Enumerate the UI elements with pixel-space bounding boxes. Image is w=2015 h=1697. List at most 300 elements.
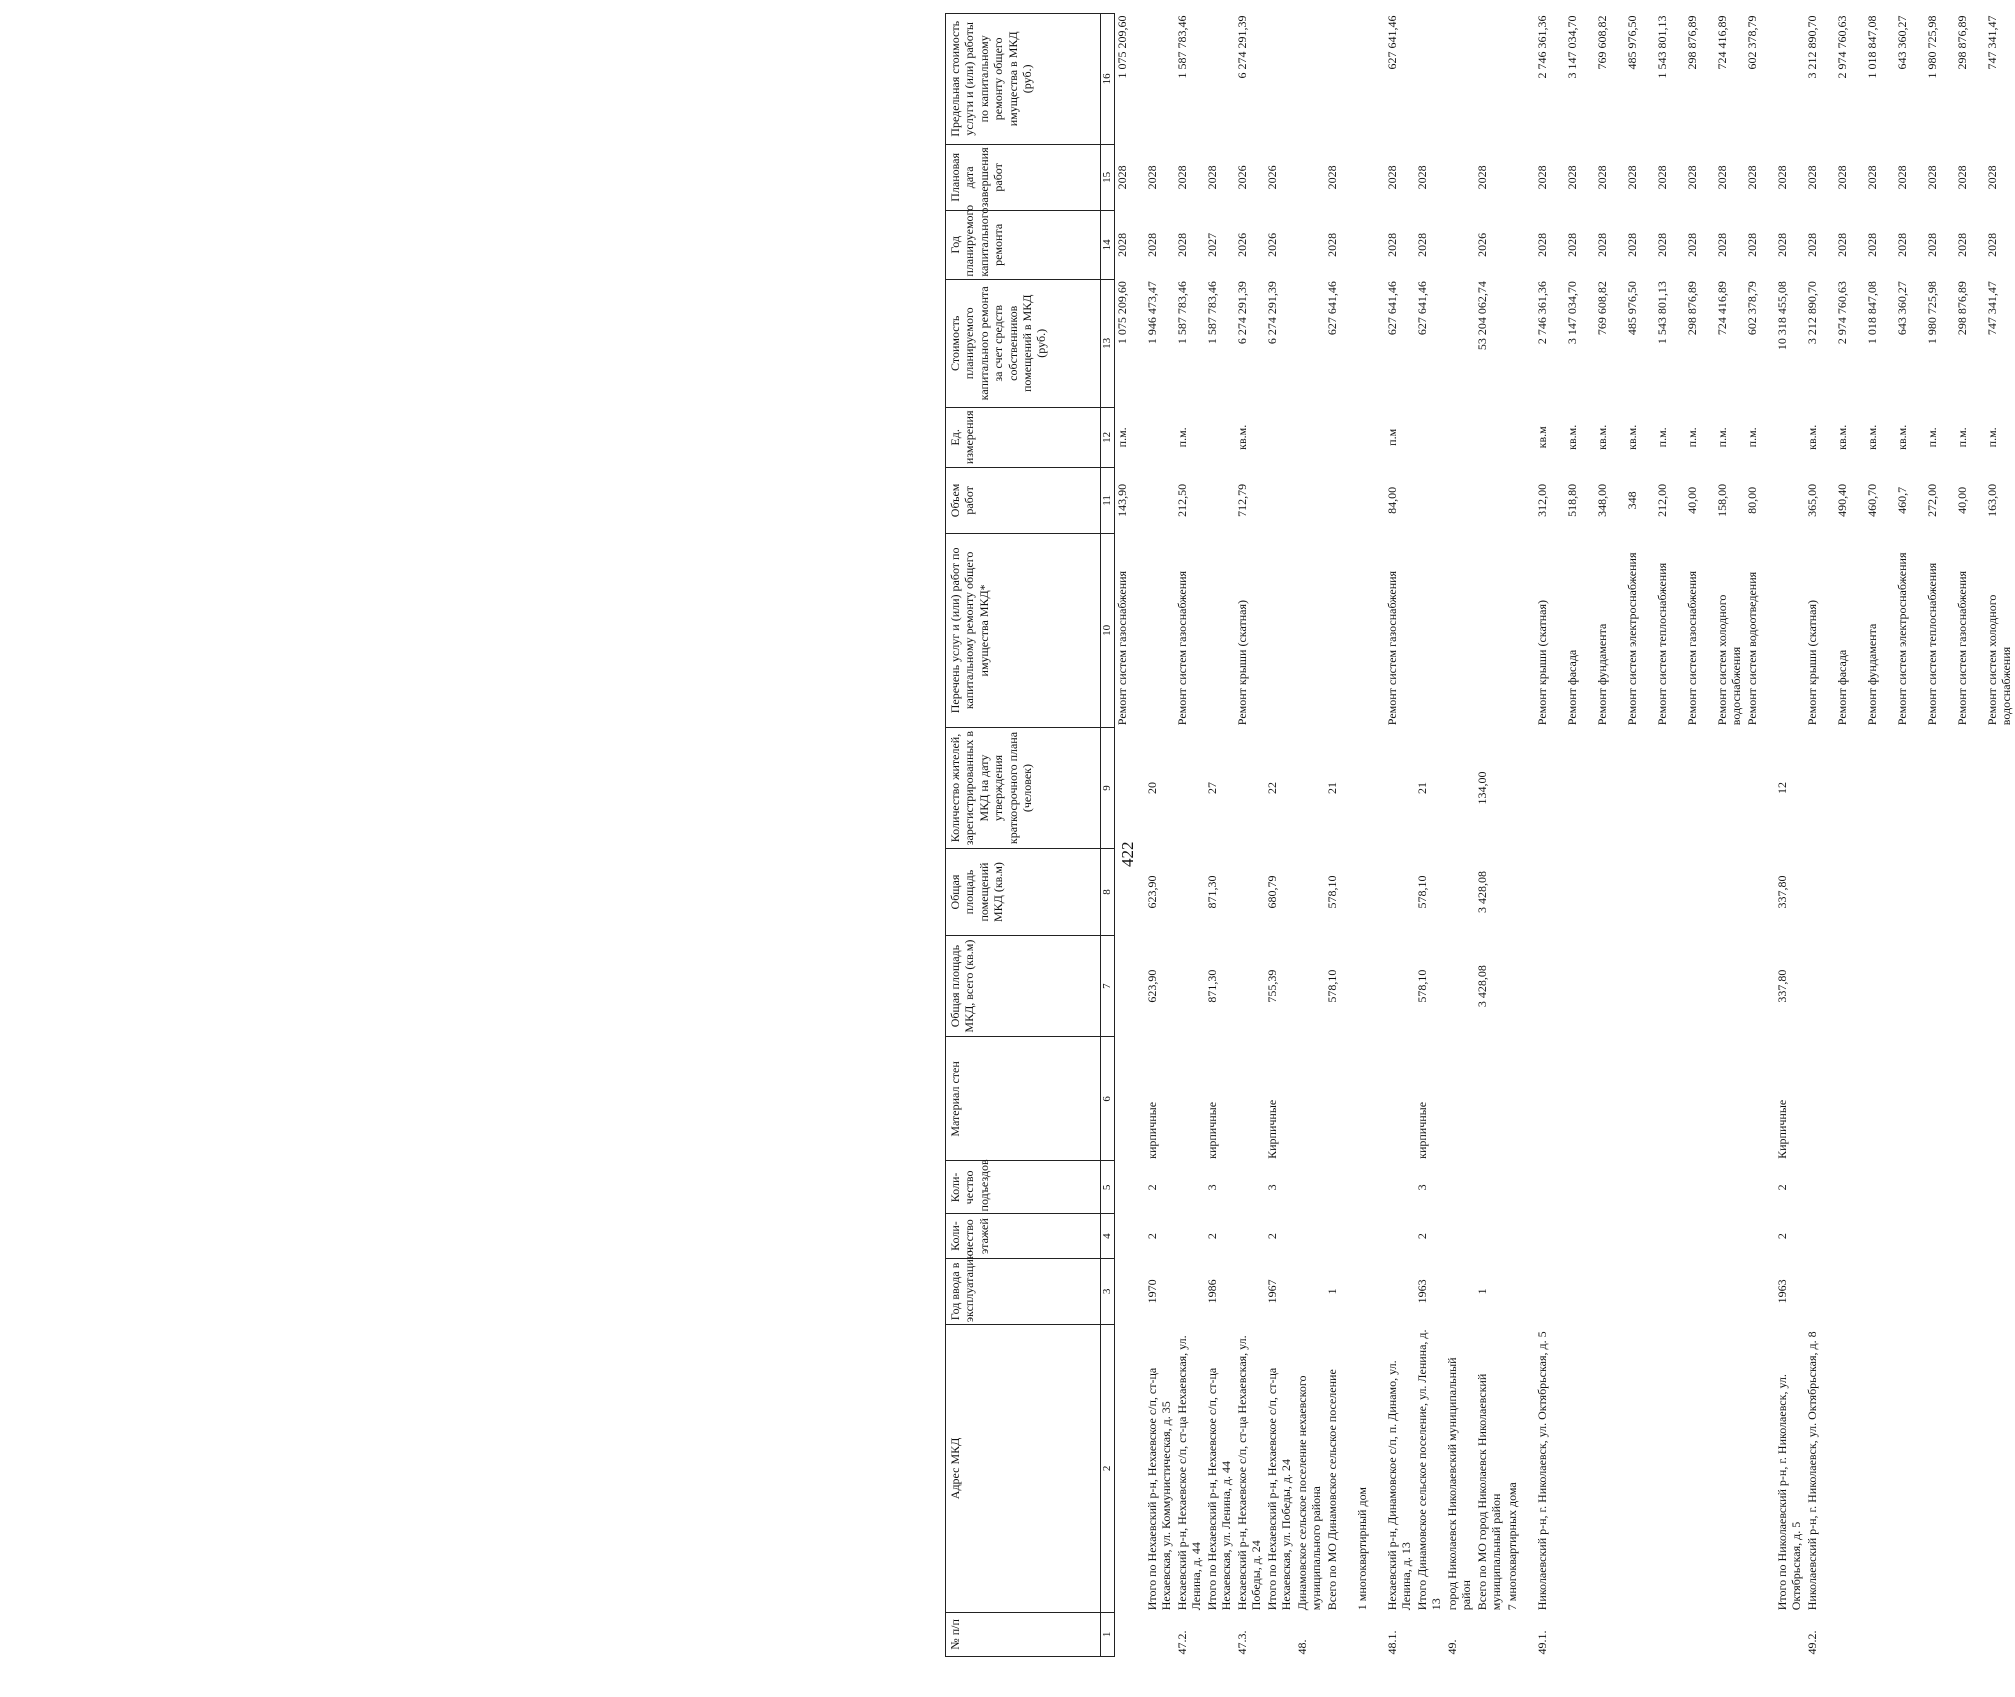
table-cell bbox=[1955, 1214, 1985, 1258]
table-cell: 460,7 bbox=[1895, 486, 1910, 514]
table-cell: 1967 bbox=[1265, 1279, 1280, 1304]
table-cell bbox=[1175, 1258, 1205, 1324]
table-cell bbox=[1235, 849, 1265, 935]
table-cell: Ремонт систем холодного водоснабжения bbox=[1985, 594, 2013, 726]
table-cell bbox=[1565, 1258, 1595, 1324]
table-cell bbox=[1355, 1037, 1385, 1161]
table-cell: 712,79 bbox=[1235, 483, 1250, 517]
table-cell: 3 428,08 bbox=[1475, 871, 1490, 914]
table-cell bbox=[1895, 1161, 1925, 1214]
table-cell: 2028 bbox=[1325, 165, 1340, 190]
table-cell bbox=[1325, 1214, 1355, 1258]
table-cell: 769 608,82 bbox=[1595, 281, 1610, 336]
table-cell: 7 многоквартирных дома bbox=[1505, 1482, 1520, 1611]
column-header: Плановая дата завершения работ bbox=[946, 144, 1101, 210]
table-cell: 49.1. bbox=[1535, 1630, 1550, 1655]
table-cell: 40,00 bbox=[1955, 486, 1970, 514]
table-cell: 337,80 bbox=[1775, 969, 1790, 1003]
table-cell: 48.1. bbox=[1385, 1630, 1400, 1655]
table-cell bbox=[1175, 727, 1205, 849]
table-cell: 578,10 bbox=[1415, 969, 1430, 1003]
table-cell: кв.м. bbox=[1235, 424, 1250, 450]
table-cell bbox=[1475, 1161, 1505, 1214]
table-cell: Всего по МО Динамовское сельское поселение bbox=[1325, 1369, 1340, 1611]
table-cell bbox=[1775, 534, 1805, 728]
table-cell bbox=[1955, 935, 1985, 1037]
column-header: Стоимость планируемого капитального ремонта за счет средств собственников помещений в МКД (руб.) bbox=[946, 279, 1101, 407]
table-cell bbox=[1175, 849, 1205, 935]
table-cell bbox=[1445, 467, 1475, 533]
table-cell bbox=[1835, 1037, 1865, 1161]
table-cell: Ремонт систем теплоснабжения bbox=[1925, 562, 1940, 726]
table-cell: 2028 bbox=[1775, 165, 1790, 190]
table-cell bbox=[1595, 1612, 1625, 1656]
table-cell bbox=[1655, 1214, 1685, 1258]
column-header: Перечень услуг и (или) работ по капитальному ремонту общего имущества МКД* bbox=[946, 534, 1101, 728]
table-cell bbox=[1205, 467, 1235, 533]
table-row bbox=[1625, 14, 1655, 1657]
column-header: Количество жителей, зарегистрированных в МКД на дату утверждения краткосрочного плана (человек) bbox=[946, 727, 1101, 849]
table-cell: Николаевский р-н, г. Николаевск, ул. Октябрьская, д. 8 bbox=[1805, 1331, 1820, 1611]
table-cell bbox=[1325, 1037, 1355, 1161]
table-cell bbox=[1835, 849, 1865, 935]
table-cell bbox=[1445, 211, 1475, 280]
table-cell bbox=[1325, 467, 1355, 533]
table-cell bbox=[1715, 1161, 1745, 1214]
table-cell bbox=[1895, 1037, 1925, 1161]
table-cell: 1 bbox=[1475, 1288, 1490, 1295]
table-cell bbox=[1805, 935, 1835, 1037]
table-cell: кв.м. bbox=[1595, 424, 1610, 450]
table-cell: 2028 bbox=[1145, 232, 1160, 257]
table-cell: 1963 bbox=[1775, 1279, 1790, 1304]
column-number: 3 bbox=[1101, 1258, 1115, 1324]
table-row bbox=[1985, 14, 2015, 1657]
table-cell bbox=[1865, 727, 1895, 849]
table-cell bbox=[1535, 935, 1565, 1037]
table-row bbox=[1745, 14, 1775, 1657]
table-cell: Итого по Нехаевский р-н, Нехаевское с/п, ст-ца Нехаевская, ул. Коммунистическая, д. 35 bbox=[1145, 1367, 1173, 1611]
table-cell bbox=[1445, 279, 1475, 407]
table-cell: 747 341,47 bbox=[1985, 15, 2000, 70]
table-cell: 1 bbox=[1325, 1288, 1340, 1295]
column-number: 13 bbox=[1101, 279, 1115, 407]
table-cell bbox=[1145, 534, 1175, 728]
table-cell: 769 608,82 bbox=[1595, 15, 1610, 70]
table-header-row bbox=[946, 14, 1101, 1657]
table-cell: Итого Динамовское сельское поселение, ул. Ленина, д. 13 bbox=[1415, 1329, 1443, 1611]
table-cell: 212,50 bbox=[1175, 483, 1190, 517]
table-cell bbox=[1295, 1214, 1325, 1258]
table-cell bbox=[1445, 407, 1475, 467]
table-cell bbox=[1295, 467, 1325, 533]
table-cell: 2028 bbox=[1175, 165, 1190, 190]
table-cell bbox=[1205, 407, 1235, 467]
table-cell bbox=[1565, 1161, 1595, 1214]
table-cell bbox=[1985, 1037, 2015, 1161]
table-cell: Ремонт крыши (скатная) bbox=[1235, 600, 1250, 726]
table-cell: 2026 bbox=[1235, 232, 1250, 257]
table-cell bbox=[1895, 935, 1925, 1037]
table-cell bbox=[1535, 1037, 1565, 1161]
table-cell bbox=[1295, 1258, 1325, 1324]
table-cell: 623,90 bbox=[1145, 969, 1160, 1003]
table-cell: 1 075 209,60 bbox=[1115, 14, 1146, 145]
column-number: 5 bbox=[1101, 1161, 1115, 1214]
table-cell: 212,00 bbox=[1655, 483, 1670, 517]
table-cell bbox=[1145, 407, 1175, 467]
table-cell: 49.2. bbox=[1805, 1630, 1820, 1655]
table-cell bbox=[1955, 1612, 1985, 1656]
table-cell: Ремонт систем водоотведения bbox=[1745, 571, 1760, 726]
table-cell bbox=[1535, 727, 1565, 849]
table-cell: 2028 bbox=[1415, 165, 1430, 190]
table-cell bbox=[1445, 935, 1475, 1037]
table-cell: 2028 bbox=[1415, 232, 1430, 257]
table-cell bbox=[1625, 1258, 1655, 1324]
table-cell: 3 bbox=[1415, 1184, 1430, 1191]
table-cell: 3 147 034,70 bbox=[1565, 281, 1580, 345]
table-cell: Ремонт фундамента bbox=[1595, 623, 1610, 726]
table-row bbox=[1235, 14, 1265, 1657]
table-cell: кв.м bbox=[1535, 426, 1550, 449]
table-cell: 1986 bbox=[1205, 1279, 1220, 1304]
table-cell: 2028 bbox=[1745, 165, 1760, 190]
table-cell: 80,00 bbox=[1745, 486, 1760, 514]
table-cell bbox=[1985, 1161, 2015, 1214]
table-cell bbox=[1385, 1037, 1415, 1161]
table-cell: 2028 bbox=[1655, 232, 1670, 257]
table-cell: 2028 bbox=[1175, 232, 1190, 257]
table-row bbox=[1415, 14, 1445, 1657]
table-cell: 1 980 725,98 bbox=[1925, 281, 1940, 345]
table-cell bbox=[1955, 1258, 1985, 1324]
table-cell bbox=[1445, 144, 1475, 210]
table-cell bbox=[1715, 1037, 1745, 1161]
table-cell bbox=[1895, 1325, 1925, 1613]
table-cell: 724 416,89 bbox=[1715, 15, 1730, 70]
table-cell: 485 976,50 bbox=[1625, 15, 1640, 70]
table-cell bbox=[1655, 727, 1685, 849]
table-cell: 1 587 783,46 bbox=[1205, 281, 1220, 345]
table-cell: кв.м. bbox=[1895, 424, 1910, 450]
table-cell: 49. bbox=[1445, 1639, 1460, 1655]
table-cell bbox=[1925, 727, 1955, 849]
table-cell: 3 212 890,70 bbox=[1805, 15, 1820, 79]
table-cell bbox=[1115, 1612, 1146, 1656]
column-number: 15 bbox=[1101, 144, 1115, 210]
table-body bbox=[1115, 14, 2015, 1657]
table-cell bbox=[1655, 1612, 1685, 1656]
table-cell bbox=[1295, 727, 1325, 849]
table-cell bbox=[1505, 1258, 1535, 1324]
table-row bbox=[1685, 14, 1715, 1657]
column-number: 1 bbox=[1101, 1612, 1115, 1656]
table-cell bbox=[1505, 1161, 1535, 1214]
table-cell bbox=[1475, 467, 1505, 533]
table-cell bbox=[1505, 935, 1535, 1037]
column-number: 16 bbox=[1101, 14, 1115, 145]
table-cell: 871,30 bbox=[1205, 875, 1220, 909]
table-cell bbox=[1505, 849, 1535, 935]
column-header: Материал стен bbox=[946, 1037, 1101, 1161]
table-cell bbox=[1355, 849, 1385, 935]
table-cell bbox=[1775, 14, 1805, 145]
table-cell bbox=[1205, 1612, 1235, 1656]
table-cell bbox=[1955, 1037, 1985, 1161]
column-header: Коли-чество подъездов bbox=[946, 1161, 1101, 1214]
column-number: 6 bbox=[1101, 1037, 1115, 1161]
table-cell: 2 974 760,63 bbox=[1835, 281, 1850, 345]
table-cell bbox=[1385, 935, 1415, 1037]
column-number: 10 bbox=[1101, 534, 1115, 728]
column-header: Общая площадь МКД, всего (кв.м) bbox=[946, 935, 1101, 1037]
table-cell: 3 428,08 bbox=[1475, 965, 1490, 1008]
table-row bbox=[1175, 14, 1205, 1657]
table-cell bbox=[1745, 1612, 1775, 1656]
table-cell: 627 641,46 bbox=[1415, 281, 1430, 336]
column-header: Объем работ bbox=[946, 467, 1101, 533]
table-cell bbox=[1745, 1258, 1775, 1324]
table-cell: 578,10 bbox=[1415, 875, 1430, 909]
table-row bbox=[1835, 14, 1865, 1657]
table-row bbox=[1265, 14, 1295, 1657]
table-cell: 627 641,46 bbox=[1385, 15, 1400, 70]
table-cell: 2028 bbox=[1475, 165, 1490, 190]
table-cell: Ремонт систем газоснабжения bbox=[1685, 570, 1700, 726]
table-cell bbox=[1625, 1214, 1655, 1258]
table-cell: 2028 bbox=[1865, 165, 1880, 190]
table-cell bbox=[1385, 1258, 1415, 1324]
table-row bbox=[1505, 14, 1535, 1657]
table-cell bbox=[1655, 935, 1685, 1037]
table-row bbox=[1205, 14, 1235, 1657]
table-cell bbox=[1445, 727, 1475, 849]
table-cell: 3 147 034,70 bbox=[1565, 15, 1580, 79]
table-cell: 84,00 bbox=[1385, 486, 1400, 514]
table-cell bbox=[1625, 1612, 1655, 1656]
table-cell: 2028 bbox=[1925, 232, 1940, 257]
table-cell: 2028 bbox=[1925, 165, 1940, 190]
table-cell: п.м. bbox=[1655, 427, 1670, 448]
column-header: № п/п bbox=[946, 1612, 1101, 1656]
table-cell: п.м. bbox=[1985, 427, 2000, 448]
column-header: Предельная стоимость услуги и (или) работы по капитальному ремонту общего имущества в МКД (руб.) bbox=[946, 14, 1101, 145]
table-cell bbox=[1715, 1325, 1745, 1613]
table-cell bbox=[1295, 1161, 1325, 1214]
table-cell: 2 bbox=[1205, 1233, 1220, 1240]
table-cell bbox=[1685, 935, 1715, 1037]
table-cell bbox=[1805, 1214, 1835, 1258]
table-cell bbox=[1745, 935, 1775, 1037]
table-cell: 2028 bbox=[1895, 232, 1910, 257]
table-cell: 6 274 291,39 bbox=[1235, 281, 1250, 345]
table-cell bbox=[1385, 1214, 1415, 1258]
table-cell bbox=[1745, 1214, 1775, 1258]
table-cell: 1 многоквартирный дом bbox=[1355, 1487, 1370, 1611]
column-header: Ед. измерения bbox=[946, 407, 1101, 467]
table-cell: 2026 bbox=[1265, 232, 1280, 257]
table-cell bbox=[1925, 1214, 1955, 1258]
table-cell bbox=[1565, 935, 1595, 1037]
table-cell: 6 274 291,39 bbox=[1265, 281, 1280, 345]
table-cell bbox=[1595, 1161, 1625, 1214]
table-cell bbox=[1355, 1612, 1385, 1656]
table-cell: 2028 bbox=[1985, 232, 2000, 257]
table-cell bbox=[1505, 1214, 1535, 1258]
table-cell bbox=[1595, 727, 1625, 849]
table-cell: 2028 bbox=[1985, 165, 2000, 190]
table-cell: 2028 bbox=[1955, 165, 1970, 190]
table-cell bbox=[1805, 849, 1835, 935]
table-cell bbox=[1955, 1325, 1985, 1613]
table-cell bbox=[1655, 1325, 1685, 1613]
table-cell bbox=[1295, 849, 1325, 935]
table-cell bbox=[1325, 1161, 1355, 1214]
table-cell bbox=[1475, 407, 1505, 467]
table-cell bbox=[1835, 727, 1865, 849]
table-cell: 2028 bbox=[1115, 144, 1146, 210]
table-cell: 53 204 062,74 bbox=[1475, 281, 1490, 351]
table-cell bbox=[1355, 211, 1385, 280]
table-cell bbox=[1385, 727, 1415, 849]
table-cell: Ремонт систем холодного водоснабжения bbox=[1715, 594, 1743, 726]
table-cell bbox=[1235, 1214, 1265, 1258]
table-cell bbox=[1325, 14, 1355, 145]
table-cell: 1 018 847,08 bbox=[1865, 281, 1880, 345]
table-cell: 1 543 801,13 bbox=[1655, 15, 1670, 79]
table-cell bbox=[1535, 849, 1565, 935]
table-cell: 2028 bbox=[1595, 232, 1610, 257]
table-cell: 20 bbox=[1145, 782, 1160, 795]
table-cell bbox=[1505, 1037, 1535, 1161]
table-cell bbox=[1445, 14, 1475, 145]
table-cell bbox=[1535, 1161, 1565, 1214]
column-number: 11 bbox=[1101, 467, 1115, 533]
table-cell: 623,90 bbox=[1145, 875, 1160, 909]
table-cell: Ремонт систем газоснабжения bbox=[1955, 570, 1970, 726]
page-number: 422 bbox=[1118, 841, 1137, 867]
table-cell bbox=[1535, 1258, 1565, 1324]
table-cell bbox=[1985, 1612, 2015, 1656]
table-cell bbox=[1985, 1325, 2015, 1613]
table-cell: 3 212 890,70 bbox=[1805, 281, 1820, 345]
column-header: Адрес МКД bbox=[946, 1325, 1101, 1613]
table-cell: 1963 bbox=[1415, 1279, 1430, 1304]
table-cell bbox=[1925, 1161, 1955, 1214]
table-cell: 1 587 783,46 bbox=[1175, 281, 1190, 345]
table-cell bbox=[1565, 1612, 1595, 1656]
table-cell bbox=[1235, 935, 1265, 1037]
table-cell bbox=[1985, 935, 2015, 1037]
table-cell bbox=[1505, 14, 1535, 145]
table-cell bbox=[1835, 1325, 1865, 1613]
table-cell: 578,10 bbox=[1325, 875, 1340, 909]
table-cell bbox=[1775, 467, 1805, 533]
table-cell: кв.м. bbox=[1865, 424, 1880, 450]
table-cell bbox=[1655, 1161, 1685, 1214]
table-cell: 643 360,27 bbox=[1895, 15, 1910, 70]
table-cell: 627 641,46 bbox=[1325, 281, 1340, 336]
table-cell bbox=[1925, 849, 1955, 935]
column-header: Коли-чество этажей bbox=[946, 1214, 1101, 1258]
table-cell bbox=[1145, 14, 1175, 145]
table-cell: 2028 bbox=[1865, 232, 1880, 257]
table-cell: 2028 bbox=[1745, 232, 1760, 257]
table-row bbox=[1115, 14, 1146, 1657]
table-cell: Итого по Николаевский р-н, г. Николаевск, ул. Октябрьская, д. 5 bbox=[1775, 1374, 1803, 1611]
table-cell bbox=[1895, 727, 1925, 849]
table-cell: Ремонт фундамента bbox=[1865, 623, 1880, 726]
table-cell bbox=[1715, 935, 1745, 1037]
table-cell bbox=[1565, 1325, 1595, 1613]
table-cell bbox=[1865, 1214, 1895, 1258]
table-cell: 337,80 bbox=[1775, 875, 1790, 909]
table-cell bbox=[1925, 1612, 1955, 1656]
table-cell bbox=[1445, 534, 1475, 728]
table-cell bbox=[1685, 1325, 1715, 1613]
table-cell bbox=[1685, 1161, 1715, 1214]
table-cell: 6 274 291,39 bbox=[1235, 15, 1250, 79]
table-cell: 47.2. bbox=[1175, 1630, 1190, 1655]
table-cell: 2028 bbox=[1715, 232, 1730, 257]
table-cell bbox=[1595, 1325, 1625, 1613]
table-cell bbox=[1475, 1612, 1505, 1656]
table-row bbox=[1325, 14, 1355, 1657]
table-cell: 272,00 bbox=[1925, 483, 1940, 517]
table-cell bbox=[1625, 1037, 1655, 1161]
table-cell: 2028 bbox=[1715, 165, 1730, 190]
table-cell bbox=[1565, 1214, 1595, 1258]
table-cell bbox=[1385, 849, 1415, 935]
table-cell: 2028 bbox=[1775, 232, 1790, 257]
table-cell: 2028 bbox=[1955, 232, 1970, 257]
table-cell: 724 416,89 bbox=[1715, 281, 1730, 336]
table-cell bbox=[1235, 1037, 1265, 1161]
table-cell: 47.3. bbox=[1235, 1630, 1250, 1655]
table-cell bbox=[1265, 407, 1295, 467]
table-row bbox=[1865, 14, 1895, 1657]
table-cell: 134,00 bbox=[1475, 771, 1490, 805]
table-cell: Кирпичные bbox=[1265, 1099, 1280, 1159]
table-cell: 48. bbox=[1295, 1639, 1310, 1655]
table-cell: 627 641,46 bbox=[1385, 281, 1400, 336]
table-cell bbox=[1685, 1214, 1715, 1258]
table-cell: Всего по МО город Николаевск Николаевский муниципальный район bbox=[1475, 1373, 1503, 1611]
table-cell bbox=[1115, 1258, 1146, 1324]
column-number: 12 bbox=[1101, 407, 1115, 467]
table-cell: 2028 bbox=[1835, 165, 1850, 190]
table-cell bbox=[1805, 1161, 1835, 1214]
table-cell bbox=[1115, 727, 1146, 849]
table-cell: Ремонт систем газоснабжения bbox=[1385, 570, 1400, 726]
table-cell bbox=[1355, 727, 1385, 849]
table-cell bbox=[1565, 1037, 1595, 1161]
column-header: Общая площадь помещений МКД (кв.м) bbox=[946, 849, 1101, 935]
table-row bbox=[1535, 14, 1565, 1657]
table-cell bbox=[1505, 279, 1535, 407]
table-cell: Нехаевский р-н, Нехаевское с/п, ст-ца Нехаевская, ул. Ленина, д. 44 bbox=[1175, 1335, 1203, 1611]
table-cell bbox=[1415, 14, 1445, 145]
table-cell: 1 980 725,98 bbox=[1925, 15, 1940, 79]
table-cell: кв.м. bbox=[1565, 424, 1580, 450]
table-cell: 163,00 bbox=[1985, 483, 2000, 517]
table-cell: Ремонт систем электроснабжения bbox=[1625, 552, 1640, 726]
table-cell: 2028 bbox=[1115, 211, 1146, 280]
table-cell bbox=[1625, 935, 1655, 1037]
table-cell: Ремонт фасада bbox=[1565, 649, 1580, 726]
column-number: 9 bbox=[1101, 727, 1115, 849]
